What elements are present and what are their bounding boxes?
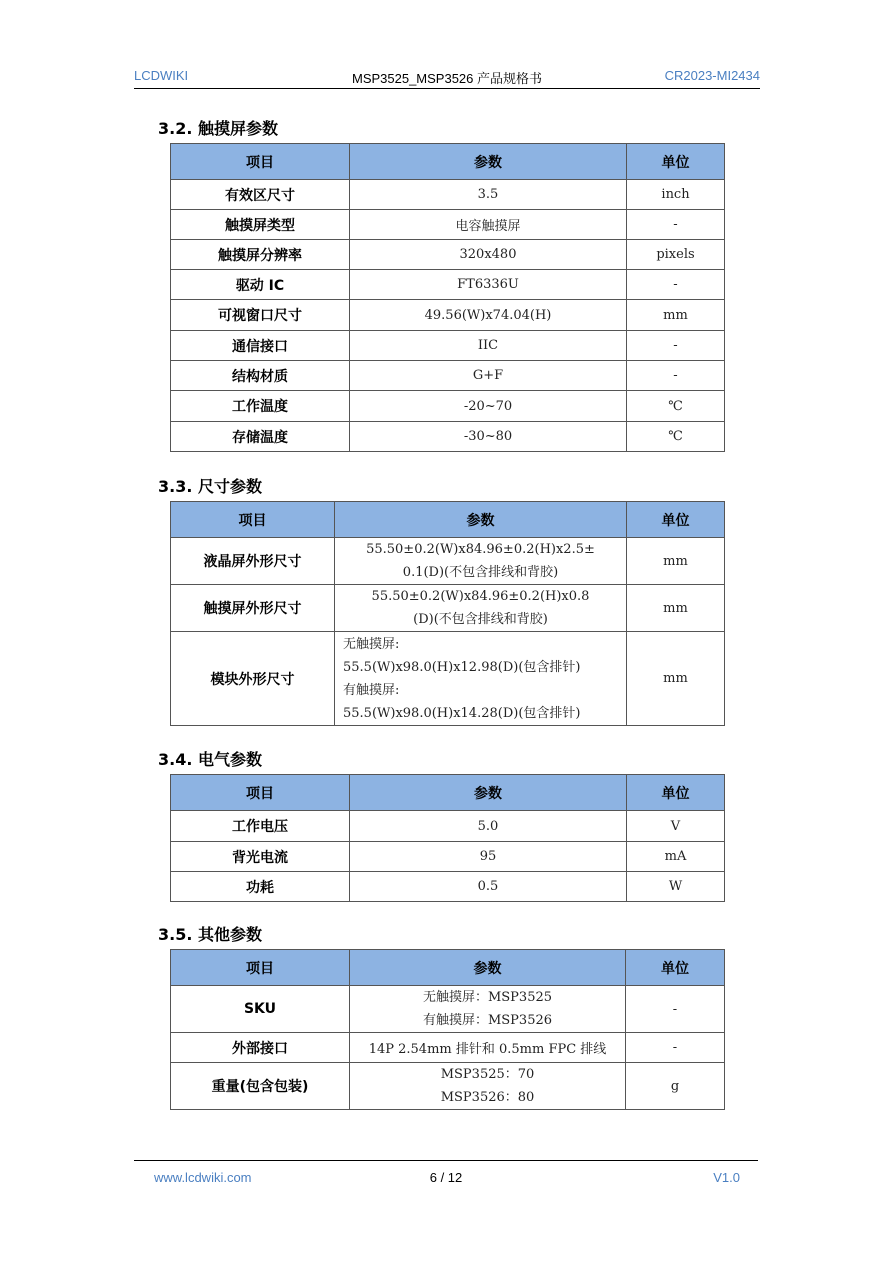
table-row xyxy=(171,300,725,331)
row-unit: pixels xyxy=(627,240,725,270)
value-line: 55.50±0.2(W)x84.96±0.2(H)x0.8 xyxy=(371,589,590,604)
row-unit: - xyxy=(627,331,725,361)
value-line: 有触摸屏: xyxy=(343,682,400,698)
row-value: 320x480 xyxy=(350,240,627,270)
row-unit: V xyxy=(627,811,725,842)
row-unit: ℃ xyxy=(627,422,725,452)
table-row xyxy=(171,270,725,300)
row-unit: - xyxy=(627,270,725,300)
row-value: 49.56(W)x74.04(H) xyxy=(350,300,627,331)
table-row xyxy=(171,1063,725,1110)
row-item: 触摸屏类型 xyxy=(171,210,350,240)
table-row xyxy=(171,872,725,902)
header-param: 参数 xyxy=(350,144,627,180)
table-row xyxy=(171,811,725,842)
table-row xyxy=(171,632,725,726)
page-footer xyxy=(134,1160,758,1185)
row-unit: mm xyxy=(627,538,725,585)
table-row xyxy=(171,1033,725,1063)
row-item: 功耗 xyxy=(171,872,350,902)
header-param: 参数 xyxy=(350,775,627,811)
table-header-row xyxy=(171,950,725,986)
row-value xyxy=(335,585,627,632)
section-title-touch: 3.2. 触摸屏参数 xyxy=(158,119,278,138)
row-value xyxy=(350,986,626,1033)
row-item: 重量(包含包装) xyxy=(171,1063,350,1110)
row-unit: W xyxy=(627,872,725,902)
row-unit: mm xyxy=(627,300,725,331)
value-line: 0.1(D)(不包含排线和背胶) xyxy=(402,565,559,580)
row-value: 5.0 xyxy=(350,811,627,842)
row-unit: - xyxy=(627,361,725,391)
table-row xyxy=(171,210,725,240)
header-unit: 单位 xyxy=(627,502,725,538)
row-value: 95 xyxy=(350,842,627,872)
section-title-other: 3.5. 其他参数 xyxy=(158,925,262,944)
row-value: 14P 2.54mm 排针和 0.5mm FPC 排线 xyxy=(350,1033,626,1063)
page-header xyxy=(134,66,760,89)
row-item: 有效区尺寸 xyxy=(171,180,350,210)
table-row xyxy=(171,422,725,452)
section-title-electrical: 3.4. 电气参数 xyxy=(158,750,262,769)
row-value xyxy=(335,632,627,726)
doc-version: V1.0 xyxy=(713,1170,740,1185)
value-line: 55.5(W)x98.0(H)x12.98(D)(包含排针) xyxy=(343,659,581,675)
electrical-params-table xyxy=(170,774,725,902)
touch-params-table xyxy=(170,143,725,452)
row-unit: - xyxy=(626,1033,725,1063)
value-line: 无触摸屏: xyxy=(343,636,400,652)
header-unit: 单位 xyxy=(627,144,725,180)
table-row xyxy=(171,842,725,872)
header-param: 参数 xyxy=(350,950,626,986)
value-line: 55.5(W)x98.0(H)x14.28(D)(包含排针) xyxy=(343,705,581,721)
row-item: 通信接口 xyxy=(171,331,350,361)
row-value xyxy=(335,538,627,585)
value-line: 无触摸屏：MSP3525 xyxy=(422,990,553,1005)
row-item: 存储温度 xyxy=(171,422,350,452)
value-line: (D)(不包含排线和背胶) xyxy=(413,612,548,627)
row-item: 工作电压 xyxy=(171,811,350,842)
value-line: 55.50±0.2(W)x84.96±0.2(H)x2.5± xyxy=(366,542,595,557)
value-line: 有触摸屏：MSP3526 xyxy=(422,1013,553,1028)
table-row xyxy=(171,240,725,270)
row-item: 触摸屏外形尺寸 xyxy=(171,585,335,632)
header-item: 项目 xyxy=(171,775,350,811)
table-row xyxy=(171,986,725,1033)
row-value: IIC xyxy=(350,331,627,361)
row-value: 电容触摸屏 xyxy=(350,210,627,240)
row-unit: mA xyxy=(627,842,725,872)
row-value: G+F xyxy=(350,361,627,391)
table-row xyxy=(171,391,725,422)
row-item: 结构材质 xyxy=(171,361,350,391)
row-value: 3.5 xyxy=(350,180,627,210)
other-params-table xyxy=(170,949,725,1110)
row-item: 触摸屏分辨率 xyxy=(171,240,350,270)
table-row xyxy=(171,180,725,210)
table-header-row xyxy=(171,775,725,811)
header-item: 项目 xyxy=(171,502,335,538)
header-brand: LCDWIKI xyxy=(134,68,189,83)
row-unit: - xyxy=(627,210,725,240)
value-line: MSP3525：70 xyxy=(440,1067,535,1082)
row-value: -20~70 xyxy=(350,391,627,422)
header-unit: 单位 xyxy=(627,775,725,811)
row-value xyxy=(350,1063,626,1110)
row-unit: g xyxy=(626,1063,725,1110)
row-unit: inch xyxy=(627,180,725,210)
header-doc-code: CR2023-MI2434 xyxy=(664,68,760,83)
row-item: SKU xyxy=(171,986,350,1033)
row-value: FT6336U xyxy=(350,270,627,300)
row-unit: mm xyxy=(627,632,725,726)
dimension-params-table xyxy=(170,501,725,726)
row-unit: ℃ xyxy=(627,391,725,422)
row-item: 可视窗口尺寸 xyxy=(171,300,350,331)
header-item: 项目 xyxy=(171,144,350,180)
row-item: 外部接口 xyxy=(171,1033,350,1063)
table-header-row xyxy=(171,144,725,180)
table-row xyxy=(171,585,725,632)
footer-website-link[interactable]: www.lcdwiki.com xyxy=(154,1170,252,1185)
page-number: 6 / 12 xyxy=(429,1170,463,1185)
row-value: 0.5 xyxy=(350,872,627,902)
table-row xyxy=(171,361,725,391)
table-header-row xyxy=(171,502,725,538)
row-item: 工作温度 xyxy=(171,391,350,422)
table-row xyxy=(171,331,725,361)
section-title-dimensions: 3.3. 尺寸参数 xyxy=(158,477,262,496)
table-row xyxy=(171,538,725,585)
row-item: 液晶屏外形尺寸 xyxy=(171,538,335,585)
header-param: 参数 xyxy=(335,502,627,538)
header-unit: 单位 xyxy=(626,950,725,986)
header-item: 项目 xyxy=(171,950,350,986)
value-line: MSP3526：80 xyxy=(440,1090,535,1105)
row-item: 模块外形尺寸 xyxy=(171,632,335,726)
row-unit: mm xyxy=(627,585,725,632)
row-unit: - xyxy=(626,986,725,1033)
row-value: -30~80 xyxy=(350,422,627,452)
row-item: 驱动 IC xyxy=(171,270,350,300)
header-doc-title: MSP3525_MSP3526 产品规格书 xyxy=(351,71,543,86)
row-item: 背光电流 xyxy=(171,842,350,872)
